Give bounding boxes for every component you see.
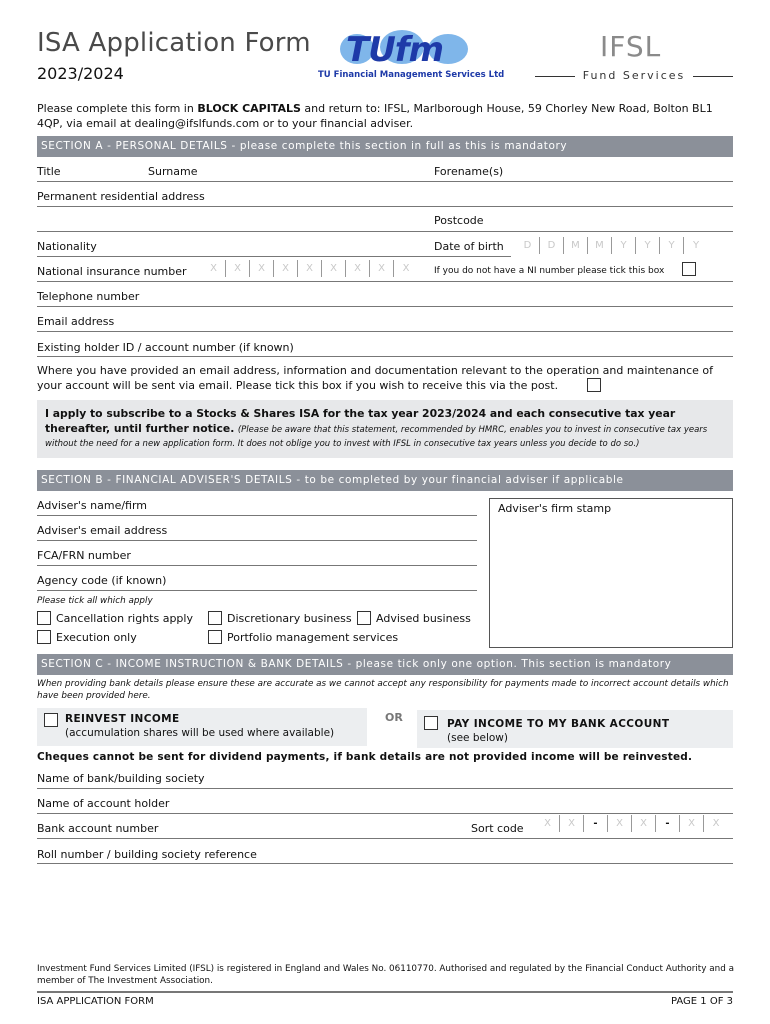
section-a-heading: SECTION A - PERSONAL DETAILS - please complete this section in full as this is mandatory [37, 136, 733, 157]
execution-checkbox[interactable] [37, 630, 51, 644]
bank-name-field[interactable] [37, 788, 733, 789]
discretionary-label: Discretionary business [227, 612, 352, 625]
roll-number-field[interactable] [37, 863, 733, 864]
forenames-label: Forename(s) [434, 165, 504, 178]
footer-form-name: ISA APPLICATION FORM [37, 996, 154, 1007]
pay-income-checkbox[interactable] [424, 716, 438, 730]
account-holder-field[interactable] [37, 813, 733, 814]
intro-text: Please complete this form in BLOCK CAPITALS and return to: IFSL, Marlborough House, 59 Chorley New Road, Bolton BL1 4QP, via email at dealing@ifslfunds.com or to your financial adviser. [37, 102, 713, 130]
portfolio-checkbox[interactable] [208, 630, 222, 644]
agency-code-label: Agency code (if known) [37, 574, 167, 587]
cheques-note: Cheques cannot be sent for dividend payments, if bank details are not provided income will be reinvested. [37, 751, 693, 763]
roll-number-label: Roll number / building society reference [37, 848, 257, 861]
ni-boxes[interactable]: X X X X X X X X X [202, 260, 418, 277]
tufm-logo [318, 30, 505, 82]
declaration-bold: I apply to subscribe to a Stocks & Shares ISA for the tax year 2023/2024 and each consecutive tax year thereafter, until further notice. [45, 407, 676, 435]
post-preference-checkbox[interactable] [587, 378, 601, 392]
tax-year: 2023/2024 [37, 64, 124, 83]
account-number-label: Bank account number [37, 822, 159, 835]
discretionary-checkbox[interactable] [208, 611, 222, 625]
footer-note: Investment Fund Services Limited (IFSL) is registered in England and Wales No. 06110770. Authorised and regulated by the Financial Conduct Authority and a member of The Investment Association. [37, 964, 734, 986]
adviser-email-label: Adviser's email address [37, 524, 168, 537]
advised-checkbox[interactable] [357, 611, 371, 625]
ifsl-logo: IFSL [600, 30, 662, 63]
fund-services-label: Fund Services [535, 69, 733, 82]
adviser-name-label: Adviser's name/firm [37, 499, 148, 512]
postcode-label: Postcode [434, 214, 484, 227]
reinvest-sublabel: (accumulation shares will be used where available) [65, 727, 335, 739]
post-preference-text: Where you have provided an email address, information and documentation relevant to the operation and maintenance of your account will be sent via email. Please tick this box if you wish to receive this via the post. [37, 364, 714, 392]
email-label: Email address [37, 315, 115, 328]
portfolio-label: Portfolio management services [227, 631, 399, 644]
no-ni-label: If you do not have a NI number please tick this box [434, 266, 665, 276]
tick-note: Please tick all which apply [37, 596, 153, 606]
bank-name-label: Name of bank/building society [37, 772, 205, 785]
fca-field[interactable] [37, 565, 477, 566]
declaration-italic: (Please be aware that this statement, recommended by HMRC, enables you to invest in consecutive tax years without the need for a new application form. It does not oblige you to invest with IFSL in consecutive tax years unless you decide to do so.) [45, 425, 708, 449]
address-label: Permanent residential address [37, 190, 205, 203]
advised-label: Advised business [376, 612, 471, 625]
tufm-logo-subtitle: TU Financial Management Services Ltd [318, 70, 505, 80]
pay-income-sublabel: (see below) [447, 732, 508, 744]
name-field[interactable] [37, 181, 733, 182]
nationality-label: Nationality [37, 240, 97, 253]
tufm-logo-text: TUfm [346, 30, 444, 70]
agency-code-field[interactable] [37, 590, 477, 591]
cancellation-checkbox[interactable] [37, 611, 51, 625]
no-ni-checkbox[interactable] [682, 262, 696, 276]
address-field-1[interactable] [37, 206, 733, 207]
dob-label: Date of birth [434, 240, 504, 253]
footer-page-number: PAGE 1 OF 3 [670, 996, 733, 1007]
existing-holder-field[interactable] [37, 356, 733, 357]
account-number-field[interactable] [37, 838, 733, 839]
form-title: ISA Application Form [37, 28, 311, 58]
nationality-field[interactable] [37, 256, 511, 257]
account-holder-label: Name of account holder [37, 797, 170, 810]
declaration-box [37, 400, 733, 458]
email-field[interactable] [37, 331, 733, 332]
telephone-field[interactable] [37, 306, 733, 307]
footer-divider [37, 991, 733, 993]
existing-holder-label: Existing holder ID / account number (if known) [37, 341, 294, 354]
sort-code-boxes[interactable]: X X - X X - X X [536, 815, 728, 832]
fca-label: FCA/FRN number [37, 549, 131, 562]
or-label: OR [385, 711, 403, 724]
firm-stamp-box[interactable] [489, 498, 733, 648]
title-label: Title [37, 165, 61, 178]
address-field-2[interactable] [37, 231, 733, 232]
surname-label: Surname [148, 165, 198, 178]
section-b-heading: SECTION B - FINANCIAL ADVISER'S DETAILS - to be completed by your financial adviser if applicable [37, 470, 733, 491]
adviser-email-field[interactable] [37, 540, 477, 541]
adviser-name-field[interactable] [37, 515, 477, 516]
divider [37, 281, 733, 282]
telephone-label: Telephone number [37, 290, 140, 303]
cancellation-label: Cancellation rights apply [56, 612, 193, 625]
sort-code-label: Sort code [471, 822, 524, 835]
execution-label: Execution only [56, 631, 137, 644]
dob-boxes[interactable]: D D M M Y Y Y Y [516, 237, 708, 254]
bank-note: When providing bank details please ensure these are accurate as we cannot accept any responsibility for payments made to incorrect account details which have been provided here. [37, 679, 729, 701]
firm-stamp-label: Adviser's firm stamp [498, 502, 612, 515]
reinvest-checkbox[interactable] [44, 713, 58, 727]
pay-income-label: PAY INCOME TO MY BANK ACCOUNT [447, 718, 670, 730]
reinvest-label: REINVEST INCOME [65, 713, 180, 725]
section-c-heading: SECTION C - INCOME INSTRUCTION & BANK DETAILS - please tick only one option. This section is mandatory [37, 654, 733, 675]
ni-label: National insurance number [37, 265, 187, 278]
